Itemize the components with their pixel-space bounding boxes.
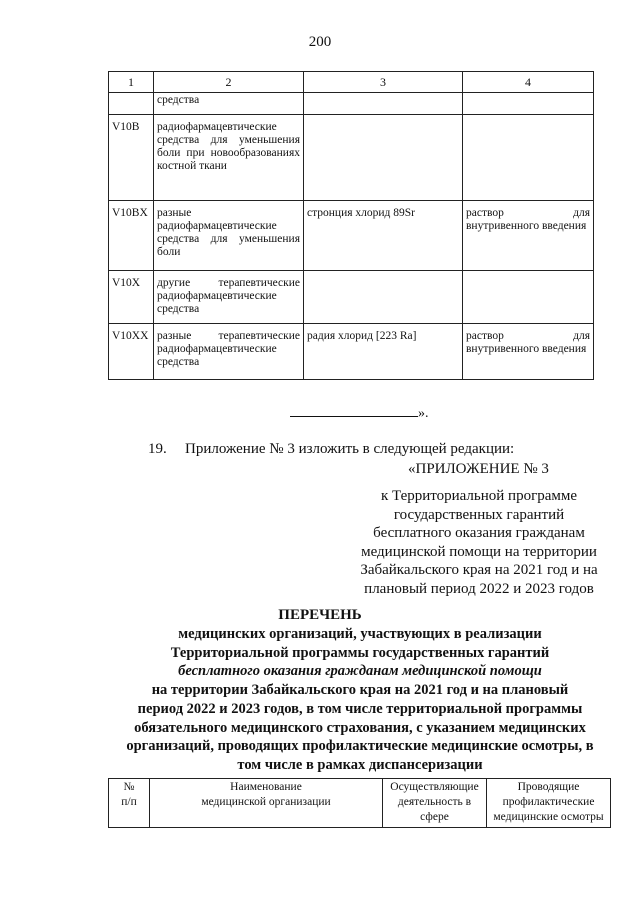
subtitle-line: том числе в рамках диспансеризации [237,756,483,773]
group-cell: радиофармацевтические средства для уменьшения боли при новообразованиях костной ткани [154,115,304,201]
appendix-ref-line: плановый период 2022 и 2023 годов [364,580,594,597]
appendix-ref-line: Забайкальского края на 2021 год и на [360,562,598,578]
header-text: сфере [420,811,449,823]
drug-cell: радия хлорид [223 Ra] [304,324,463,380]
table-row [109,93,594,115]
header-cell: 2 [154,72,304,93]
form-cell [463,93,594,115]
appendix-title: «ПРИЛОЖЕНИЕ № 3 [408,461,549,477]
atc-code-cell: V10BX [109,201,154,271]
table-row [109,324,594,380]
drug-cell [304,115,463,201]
table-header-row [109,779,611,828]
atc-code-cell [109,93,154,115]
appendix-reference [340,487,618,598]
group-cell: другие терапевтические радиофармацевтические средства [154,271,304,324]
drug-cell [304,271,463,324]
group-cell: средства [154,93,304,115]
drug-cell: стронция хлорид 89Sr [304,201,463,271]
header-text: медицинские осмотры [493,811,604,823]
header-number-cell [109,779,150,828]
header-text: Проводящие [517,781,580,793]
subtitle-line: организаций, проводящих профилактические медицинские осмотры, в [126,738,594,755]
subtitle-line: обязательного медицинского страхования, с указанием медицинских [134,719,586,736]
form-cell: раствор для внутривенного введения [463,324,594,380]
header-cell: 1 [109,72,154,93]
atc-code-cell: V10X [109,271,154,324]
form-cell [463,271,594,324]
appendix-ref-line: государственных гарантий [393,506,565,523]
header-cell: 3 [304,72,463,93]
form-cell [463,115,594,201]
subtitle-line: бесплатного оказания гражданам медицинской помощи [178,663,542,680]
group-cell: разные радиофармацевтические средства для уменьшения боли [154,201,304,271]
atc-code-cell: V10XX [109,324,154,380]
table-row [109,201,594,271]
subtitle-line: на территории Забайкальского края на 2021 год и на плановый [151,682,569,699]
header-text: профилактические [502,796,595,808]
page-number: 200 [308,34,332,50]
form-cell: раствор для внутривенного введения [463,201,594,271]
header-text: Наименование [230,781,302,793]
organizations-table [108,778,611,828]
item-text: Приложение № 3 изложить в следующей редакции: [185,441,515,457]
header-text: № [123,781,135,793]
atc-code-cell: V10B [109,115,154,201]
closing-mark: ». [418,406,429,421]
item-number: 19. [148,441,167,457]
appendix-ref-line: медицинской помощи на территории [361,543,597,560]
header-text: деятельность в [397,796,472,808]
header-text: Осуществляющие [390,781,479,793]
list-subtitle [100,625,620,775]
table-row [109,115,594,201]
underline [290,404,418,417]
subtitle-line: медицинских организаций, участвующих в реализации [178,626,542,642]
list-title: ПЕРЕЧЕНЬ [278,607,362,623]
table-header-row [109,72,594,93]
header-cell: 4 [463,72,594,93]
subtitle-line: период 2022 и 2023 годов, в том числе территориальной программы [137,700,583,717]
header-text: п/п [121,796,137,808]
header-activity-cell [383,779,487,828]
drug-table [108,71,594,380]
subtitle-line: Территориальной программы государственных гарантий [170,644,550,661]
closing-signature-line [290,404,429,422]
table-row [109,271,594,324]
header-checkups-cell [487,779,611,828]
group-cell: разные терапевтические радиофармацевтические средства [154,324,304,380]
appendix-ref-line: бесплатного оказания гражданам [373,525,585,541]
header-name-cell [150,779,383,828]
header-text: медицинской организации [201,796,331,808]
amendment-item [148,441,514,458]
drug-cell [304,93,463,115]
appendix-ref-line: к Территориальной программе [380,488,578,504]
